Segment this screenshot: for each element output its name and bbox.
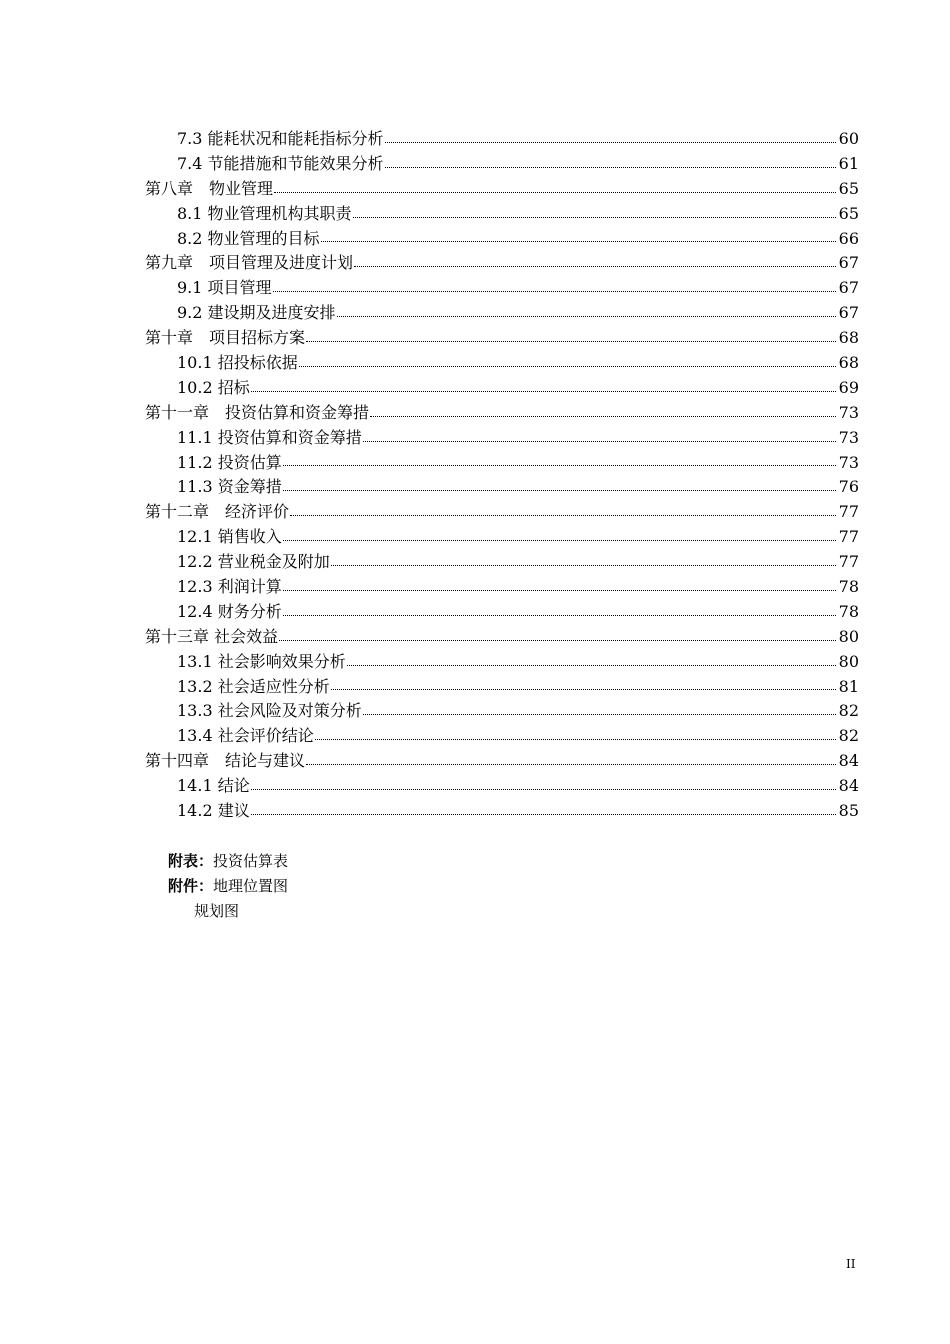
toc-dot-leader	[251, 813, 836, 815]
toc-entry-page-number: 77	[838, 502, 859, 522]
toc-dot-leader	[385, 141, 836, 143]
toc-chapter-entry[interactable]	[0, 401, 950, 426]
toc-entry-title: 7.3 能耗状况和能耗指标分析	[177, 129, 384, 148]
toc-chapter-entry[interactable]	[0, 749, 950, 774]
table-of-contents	[0, 127, 950, 824]
toc-entry-title: 9.2 建设期及进度安排	[177, 303, 336, 323]
toc-dot-leader	[283, 539, 836, 541]
toc-entry-title: 11.2 投资估算	[177, 452, 282, 472]
toc-entry-page-number: 66	[838, 228, 859, 248]
appendix-list	[168, 849, 288, 924]
appendix-table-label: 附表	[168, 852, 199, 870]
toc-entry-title: 12.4 财务分析	[177, 601, 282, 621]
toc-entry-page-number: 73	[838, 452, 859, 472]
toc-entry-title: 11.3 资金筹措	[177, 477, 282, 497]
toc-section-entry[interactable]	[0, 351, 950, 376]
toc-section-entry[interactable]	[0, 650, 950, 675]
toc-entry-page-number: 73	[838, 402, 859, 422]
toc-entry-page-number: 61	[838, 153, 859, 173]
toc-entry-page-number: 69	[838, 377, 859, 397]
appendix-attachment-line	[168, 874, 288, 899]
toc-section-entry[interactable]	[0, 227, 950, 252]
toc-dot-leader	[354, 265, 836, 267]
toc-section-entry[interactable]	[0, 525, 950, 550]
toc-entry-title: 8.1 物业管理机构其职责	[177, 203, 352, 223]
toc-section-entry[interactable]	[0, 774, 950, 799]
toc-dot-leader	[273, 290, 836, 292]
appendix-table-separator: ：	[198, 852, 214, 870]
toc-entry-title: 8.2 物业管理的目标	[177, 228, 320, 248]
appendix-attachment-separator: ：	[198, 877, 214, 895]
toc-section-entry[interactable]	[0, 475, 950, 500]
toc-dot-leader	[283, 489, 836, 491]
toc-entry-title: 11.1 投资估算和资金筹措	[177, 427, 362, 447]
toc-entry-title: 13.4 社会评价结论	[177, 726, 314, 746]
toc-entry-page-number: 73	[838, 427, 859, 447]
toc-entry-page-number: 67	[838, 278, 859, 298]
toc-entry-page-number: 84	[838, 751, 859, 771]
toc-entry-page-number: 76	[838, 477, 859, 497]
toc-chapter-entry[interactable]	[0, 251, 950, 276]
toc-entry-page-number: 77	[838, 552, 859, 572]
toc-entry-page-number: 82	[838, 726, 859, 746]
toc-entry-page-number: 68	[838, 353, 859, 373]
toc-entry-title: 13.2 社会适应性分析	[177, 676, 330, 696]
toc-entry-page-number: 67	[838, 253, 859, 273]
toc-chapter-entry[interactable]	[0, 625, 950, 650]
toc-entry-title: 12.2 营业税金及附加	[177, 552, 330, 572]
toc-dot-leader	[353, 216, 836, 218]
toc-section-entry[interactable]	[0, 202, 950, 227]
toc-section-entry[interactable]	[0, 799, 950, 824]
toc-dot-leader	[283, 464, 836, 466]
toc-entry-title: 第十章 项目招标方案	[145, 328, 306, 348]
toc-entry-page-number: 68	[838, 328, 859, 348]
appendix-table-value: 投资估算表	[213, 852, 289, 870]
toc-entry-page-number: 81	[838, 676, 859, 696]
toc-dot-leader	[331, 564, 836, 566]
toc-dot-leader	[279, 639, 836, 641]
toc-section-entry[interactable]	[0, 699, 950, 724]
toc-section-entry[interactable]	[0, 550, 950, 575]
toc-entry-page-number: 82	[838, 701, 859, 721]
toc-dot-leader	[363, 713, 836, 715]
toc-dot-leader	[337, 315, 836, 317]
toc-entry-title: 第十三章 社会效益	[145, 626, 279, 646]
toc-section-entry[interactable]	[0, 675, 950, 700]
toc-dot-leader	[290, 514, 836, 516]
toc-entry-title: 12.1 销售收入	[177, 527, 282, 547]
appendix-attachment-label: 附件	[168, 877, 199, 895]
toc-section-entry[interactable]	[0, 276, 950, 301]
toc-entry-page-number: 60	[838, 129, 859, 148]
toc-entry-title: 13.1 社会影响效果分析	[177, 651, 346, 671]
toc-entry-page-number: 65	[838, 203, 859, 223]
toc-entry-page-number: 65	[838, 178, 859, 198]
toc-dot-leader	[299, 365, 836, 367]
appendix-attachment-value-2: 规划图	[194, 902, 240, 920]
toc-dot-leader	[363, 440, 836, 442]
appendix-attachment-value-1: 地理位置图	[213, 877, 289, 895]
toc-dot-leader	[347, 664, 836, 666]
toc-dot-leader	[331, 688, 836, 690]
toc-entry-title: 9.1 项目管理	[177, 278, 272, 298]
toc-entry-title: 第十一章 投资估算和资金筹措	[145, 402, 370, 422]
toc-entry-title: 第九章 项目管理及进度计划	[145, 253, 354, 273]
toc-entry-title: 第十二章 经济评价	[145, 502, 290, 522]
toc-section-entry[interactable]	[0, 451, 950, 476]
toc-entry-title: 13.3 社会风险及对策分析	[177, 701, 362, 721]
toc-section-entry[interactable]	[0, 575, 950, 600]
toc-section-entry[interactable]	[0, 376, 950, 401]
toc-entry-title: 10.1 招投标依据	[177, 353, 298, 373]
appendix-table-line	[168, 849, 288, 874]
toc-dot-leader	[283, 614, 836, 616]
toc-dot-leader	[306, 340, 836, 342]
toc-entry-page-number: 78	[838, 577, 859, 597]
toc-section-entry[interactable]	[0, 127, 950, 152]
toc-dot-leader	[306, 763, 836, 765]
toc-entry-title: 7.4 节能措施和节能效果分析	[177, 153, 384, 173]
toc-dot-leader	[251, 788, 836, 790]
toc-section-entry[interactable]	[0, 724, 950, 749]
toc-entry-title: 14.2 建议	[177, 801, 250, 821]
toc-entry-page-number: 85	[838, 801, 859, 821]
appendix-attachment-line-2	[168, 899, 288, 924]
toc-section-entry[interactable]	[0, 426, 950, 451]
toc-dot-leader	[370, 415, 836, 417]
toc-section-entry[interactable]	[0, 600, 950, 625]
toc-entry-title: 10.2 招标	[177, 377, 250, 397]
toc-dot-leader	[274, 191, 836, 193]
toc-entry-page-number: 77	[838, 527, 859, 547]
toc-dot-leader	[315, 738, 836, 740]
toc-chapter-entry[interactable]	[0, 326, 950, 351]
toc-chapter-entry[interactable]	[0, 500, 950, 525]
toc-entry-page-number: 80	[838, 651, 859, 671]
toc-dot-leader	[283, 589, 836, 591]
toc-dot-leader	[385, 166, 836, 168]
toc-entry-title: 第八章 物业管理	[145, 178, 274, 198]
toc-dot-leader	[321, 240, 836, 242]
toc-entry-page-number: 80	[838, 626, 859, 646]
toc-entry-page-number: 78	[838, 601, 859, 621]
toc-dot-leader	[251, 390, 836, 392]
toc-section-entry[interactable]	[0, 152, 950, 177]
toc-entry-title: 第十四章 结论与建议	[145, 751, 306, 771]
toc-entry-page-number: 84	[838, 776, 859, 796]
toc-entry-title: 12.3 利润计算	[177, 577, 282, 597]
toc-entry-title: 14.1 结论	[177, 776, 250, 796]
toc-chapter-entry[interactable]	[0, 177, 950, 202]
toc-section-entry[interactable]	[0, 301, 950, 326]
toc-entry-page-number: 67	[838, 303, 859, 323]
page-number: II	[846, 1257, 856, 1271]
